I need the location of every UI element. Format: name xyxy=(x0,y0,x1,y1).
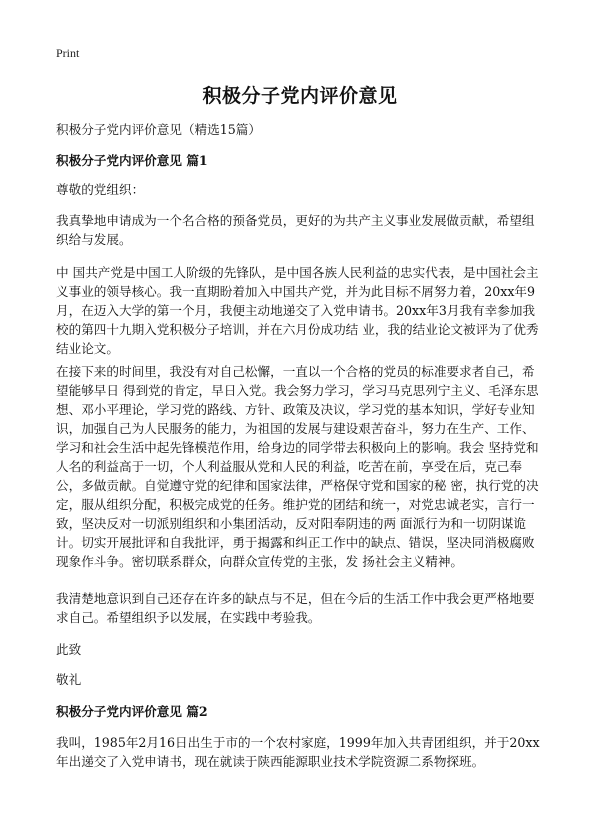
section-1-heading: 积极分子党内评价意见 篇1 xyxy=(56,153,208,168)
paragraph-3: 在接下来的时间里，我没有对自己松懈，一直以一个合格的党员的标准要求者自己，希望能够早日 得到党的肯定，早日入党。我会努力学习，学习马克思列宁主义、毛泽东思想、邓小平理论，学习党的路线、方针、政策及决议，学习党的基本知识，学好专业知识，加强自己为人民服务的能力，为祖国的发展与建设艰苦奋斗，努力在生产、工作、学习和社会生活中起先锋模范作用，给身边的同学带去积极向上的影响。我会 坚持党和人名的利益高于一切，个人利益服从党和人民的利益，吃苦在前，享受在后，克己奉公，多做贡献。自觉遵守党的纪律和国家法律，严格保守党和国家的秘 密，执行党的决定，服从组织分配，积极完成党的任务。维护党的团结和统一，对党忠诚老实，言行一致，坚决反对一切派别组织和小集团活动，反对阳奉阴违的两 面派行为和一切阴谋诡计。切实开展批评和自我批评，勇于揭露和纠正工作中的缺点、错误，坚决同消极腐败现象作斗争。密切联系群众，向群众宣传党的主张，发 扬社会主义精神。 xyxy=(56,364,539,569)
closing-ci-zhi: 此致 xyxy=(56,642,82,657)
section-2-heading: 积极分子党内评价意见 篇2 xyxy=(56,704,208,719)
paragraph-4: 我清楚地意识到自己还存在许多的缺点与不足，但在今后的生活工作中我会更严格地要求自己。希望组织予以发展，在实践中考验我。 xyxy=(56,591,535,625)
salutation: 尊敬的党组织： xyxy=(56,182,145,197)
closing-jing-li: 敬礼 xyxy=(56,672,82,687)
paragraph-2: 中 国共产党是中国工人阶级的先锋队，是中国各族人民利益的忠实代表，是中国社会主义事业的领导核心。我一直期盼着加入中国共产党，并为此目标不屑努力着，20xx年9月，在迈入大学的第一个月，我便主动地递交了入党申请书。20xx年3月我有幸参加我校的第四十九期入党积极分子培训，并在六月份成功结 业，我的结业论文被评为了优秀结业论文。 xyxy=(56,265,539,356)
section-2-paragraph-1: 我叫，1985年2月16日出生于市的一个农村家庭，1999年加入共青团组织，并于20xx年出递交了入党申请书，现在就读于陕西能源职业技术学院资源二系物探班。 xyxy=(56,735,540,769)
document-subtitle: 积极分子党内评价意见（精选15篇） xyxy=(56,122,261,137)
document-title: 积极分子党内评价意见 xyxy=(202,85,398,107)
print-link[interactable]: Print xyxy=(56,46,80,60)
paragraph-1: 我真挚地申请成为一个名合格的预备党员，更好的为共产主义事业发展做贡献，希望组织给与发展。 xyxy=(56,213,535,247)
